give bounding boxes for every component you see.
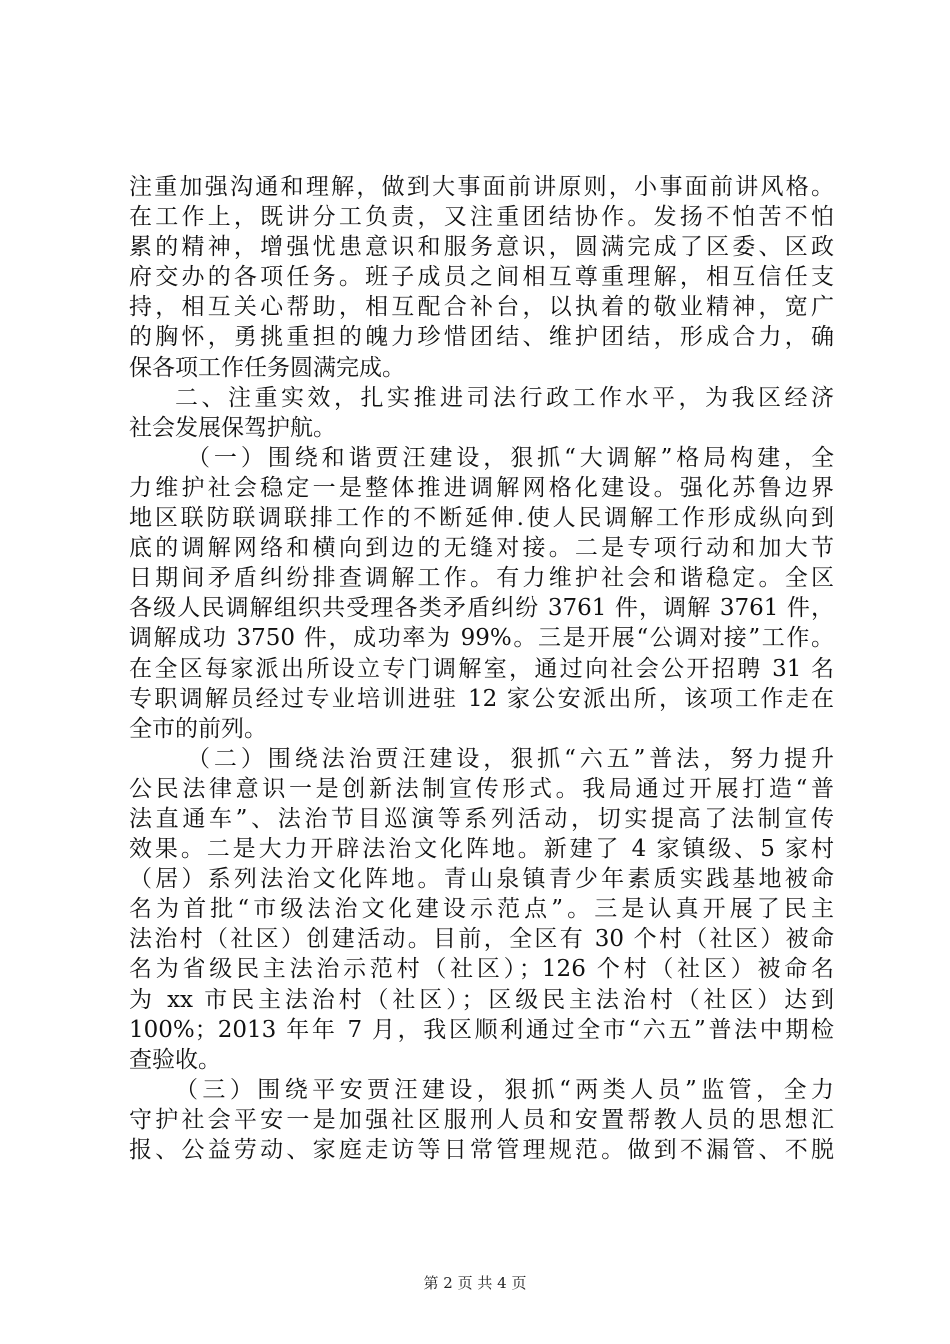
text-line: 保各项工作任务圆满完成。 (129, 354, 405, 381)
text-line: 在全区每家派出所设立专门调解室，通过向社会公开招聘 31 名 (129, 655, 834, 682)
text-line: 专职调解员经过专业培训进驻 12 家公安派出所，该项工作走在 (129, 685, 834, 712)
text-line: 法治村（社区）创建活动。目前，全区有 30 个村（社区）被命 (129, 926, 834, 953)
text-line: 效果。二是大力开辟法治文化阵地。新建了 4 家镇级、5 家村 (129, 836, 834, 863)
text-line: 名为省级民主法治示范村（社区）；126 个村（社区）被命名 (129, 956, 834, 983)
document-body (129, 172, 834, 1165)
text-line: （居）系列法治文化阵地。青山泉镇青少年素质实践基地被命 (129, 866, 834, 893)
text-line: （三）围绕平安贾汪建设，狠抓“两类人员”监管，全力 (175, 1076, 834, 1103)
text-line: 日期间矛盾纠纷排查调解工作。有力维护社会和谐稳定。全区 (129, 565, 834, 592)
text-line: 持，相互关心帮助，相互配合补台，以执着的敬业精神，宽广 (129, 294, 834, 321)
text-line: 查验收。 (129, 1046, 221, 1073)
text-line: 地区联防联调联排工作的不断延伸.使人民调解工作形成纵向到 (129, 505, 834, 532)
text-line: （一）围绕和谐贾汪建设，狠抓“大调解”格局构建，全 (187, 444, 834, 471)
text-line: （二）围绕法治贾汪建设，狠抓“六五”普法，努力提升 (187, 745, 834, 772)
text-line: 底的调解网络和横向到边的无缝对接。二是专项行动和加大节 (129, 535, 834, 562)
page-footer: 第 2 页 共 4 页 (423, 1274, 527, 1292)
text-line: 各级人民调解组织共受理各类矛盾纠纷 3761 件，调解 3761 件， (129, 595, 834, 622)
text-line: 为 xx 市民主法治村（社区）；区级民主法治村（社区）达到 (129, 986, 834, 1013)
text-line: 府交办的各项任务。班子成员之间相互尊重理解，相互信任支 (129, 264, 834, 291)
text-line: 报、公益劳动、家庭走访等日常管理规范。做到不漏管、不脱 (129, 1137, 834, 1163)
text-line: 力维护社会稳定一是整体推进调解网格化建设。强化苏鲁边界 (129, 474, 834, 501)
text-line: 注重加强沟通和理解，做到大事面前讲原则，小事面前讲风格。 (129, 174, 834, 200)
text-line: 公民法律意识一是创新法制宣传形式。我局通过开展打造“普 (129, 775, 834, 802)
text-line: 社会发展保驾护航。 (129, 414, 336, 441)
text-line: 累的精神，增强忧患意识和服务意识，圆满完成了区委、区政 (129, 234, 834, 261)
text-line: 法直通车”、法治节目巡演等系列活动，切实提高了法制宣传 (129, 805, 834, 832)
text-line: 的胸怀，勇挑重担的魄力珍惜团结、维护团结，形成合力，确 (129, 324, 834, 351)
text-line: 调解成功 3750 件，成功率为 99%。三是开展“公调对接”工作。 (129, 625, 834, 652)
text-line: 名为首批“市级法治文化建设示范点”。三是认真开展了民主 (129, 896, 834, 923)
text-line: 二、注重实效，扎实推进司法行政工作水平，为我区经济 (175, 384, 834, 411)
text-line: 100%；2013 年年 7 月，我区顺利通过全市“六五”普法中期检 (129, 1016, 834, 1043)
text-line: 全市的前列。 (129, 715, 267, 742)
text-line: 守护社会平安一是加强社区服刑人员和安置帮教人员的思想汇 (129, 1106, 834, 1133)
text-line: 在工作上，既讲分工负责，又注重团结协作。发扬不怕苦不怕 (129, 204, 834, 231)
